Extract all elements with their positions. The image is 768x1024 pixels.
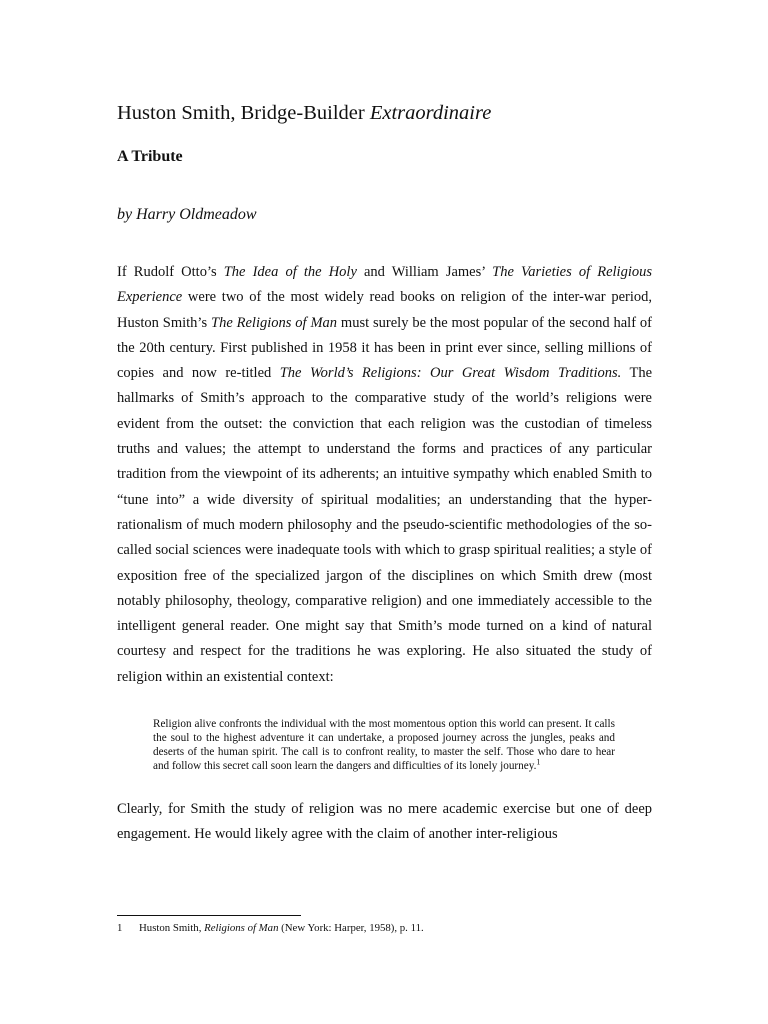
- paragraph-1-text-5: The hallmarks of Smith’s approach to the comparative study of the world’s religions were evident from the outset: the conviction that each religion was the custodian of timeless truths and values; the attempt to understand the forms and practices of any particular tradition from the viewpoint of its adherents; an intuitive sympathy which enabled Smith to “tune into” a wide diversity of spiritual modalities; an understanding that the hyper-rationalism of much modern philosophy and the pseudo-scientific methodologies of the so-called social sciences were inadequate tools with which to grasp spiritual realities; a style of exposition free of the specialized jargon of the disciplines on which Smith drew (most notably philosophy, theology, comparative religion) and one immediately accessible to the intelligent general reader. One might say that Smith’s mode turned on a kind of natural courtesy and respect for the traditions he was exploring. He also situated the study of religion within an existential context:: [117, 365, 652, 685]
- block-quote: [153, 718, 615, 774]
- footnote-book-title: Religions of Man: [204, 922, 279, 934]
- title-italic: Extraordinaire: [369, 102, 492, 124]
- title-main: Huston Smith, Bridge-Builder: [117, 102, 370, 124]
- footnote-reference[interactable]: 1: [536, 756, 541, 766]
- book-title-idea-of-holy: The Idea of the Holy: [223, 264, 357, 280]
- author-byline: by Harry Oldmeadow: [117, 206, 257, 223]
- footnote-separator: [117, 915, 301, 916]
- footnote-text-after: (New York: Harper, 1958), p. 11.: [278, 922, 424, 934]
- book-title-worlds-religions: The World’s Religions: Our Great Wisdom Traditions.: [279, 365, 622, 382]
- paragraph-1-text-2: and William James’: [356, 264, 493, 280]
- book-title-religions-of-man: The Religions of Man: [211, 314, 338, 331]
- document-subtitle: A Tribute: [117, 148, 183, 165]
- paragraph-2: Clearly, for Smith the study of religion was no mere academic exercise but one of deep engagement. He would likely agree with the claim of another inter-religious: [117, 801, 652, 843]
- footnote: [117, 921, 657, 935]
- footnote-number: 1: [117, 922, 123, 934]
- paragraph-1-text-3: were two of the most widely read books on religion of the inter-war period, Huston Smith’s: [117, 289, 652, 331]
- paragraph-1-text-4: must surely be the most popular of the second half of the 20th century. First published in 1958 it has been in print ever since, selling millions of copies and now re-titled: [117, 314, 652, 382]
- footnote-text-before: Huston Smith,: [139, 922, 205, 934]
- paragraph-1-text-1: If Rudolf Otto’s: [117, 264, 224, 280]
- book-title-varieties: The Varieties of Religious Experience: [117, 264, 653, 306]
- block-quote-text: Religion alive confronts the individual with the most momentous option this world can present. It calls the soul to the highest adventure it can undertake, a proposed journey across the jungles, peaks and deserts of the human spirit. The call is to confront reality, to master the self. Those who dare to hear and follow this secret call soon learn the dangers and difficulties of its lonely journey.: [153, 718, 615, 772]
- paragraph-1: [117, 260, 652, 690]
- document-title: [117, 99, 677, 127]
